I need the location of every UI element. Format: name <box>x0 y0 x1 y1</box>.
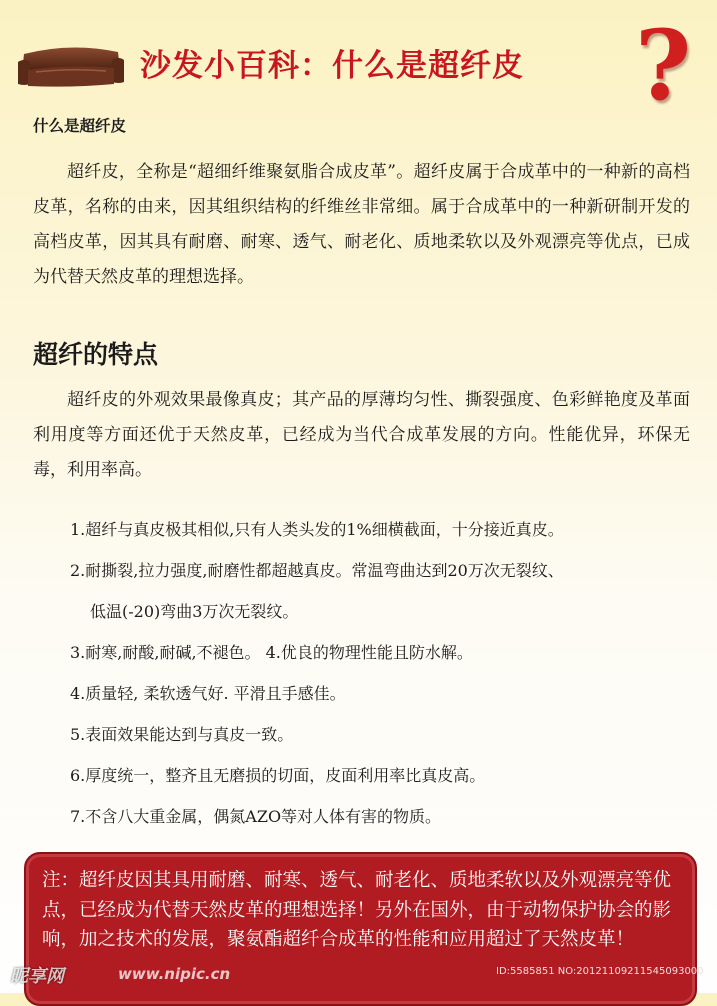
features-paragraph: 超纤皮的外观效果最像真皮；其产品的厚薄均匀性、撕裂强度、色彩鲜艳度及革面利用度等方面还优于天然皮革，已经成为当代合成革发展的方向。性能优异，环保无毒，利用率高。 <box>33 390 690 480</box>
list-item: 6.厚度统一，整齐且无磨损的切面，皮面利用率比真皮高。 <box>70 766 486 785</box>
list-item-continuation: 低温(-20)弯曲3万次无裂纹。 <box>90 602 299 621</box>
watermark-url: www.nipic.cn <box>118 965 231 983</box>
watermark-id: ID:5585851 NO:20121109211545093000 <box>496 966 704 977</box>
question-mark-icon: ? <box>635 9 692 122</box>
list-item: 1.超纤与真皮极其相似,只有人类头发的1%细横截面，十分接近真皮。 <box>70 520 564 539</box>
features-heading: 超纤的特点 <box>33 340 159 369</box>
intro-heading: 什么是超纤皮 <box>33 116 127 135</box>
header <box>0 0 717 122</box>
page-title: 沙发小百科：什么是超纤皮 <box>140 48 524 84</box>
note-text: 注：超纤皮因其具用耐磨、耐寒、透气、耐老化、质地柔软以及外观漂亮等优点，已经成为代替天然皮革的理想选择！另外在国外，由于动物保护协会的影响，加之技术的发展，聚氨酯超纤合成革的性能和应用超过了天然皮革！ <box>42 870 672 950</box>
list-item: 5.表面效果能达到与真皮一致。 <box>70 725 294 744</box>
intro-paragraph: 超纤皮，全称是“超细纤维聚氨脂合成皮革”。超纤皮属于合成革中的一种新的高档皮革，名称的由来，因其组织结构的纤维丝非常细。属于合成革中的一种新研制开发的高档皮革，因其具有耐磨、耐寒、透气、耐老化、质地柔软以及外观漂亮等优点，已成为代替天然皮革的理想选择。 <box>33 162 690 287</box>
features-list <box>70 509 700 837</box>
list-item: 3.耐寒,耐酸,耐碱,不褪色。 4.优良的物理性能且防水解。 <box>70 643 473 662</box>
sofa-icon <box>16 40 126 90</box>
list-item: 4.质量轻, 柔软透气好. 平滑且手感佳。 <box>70 684 346 703</box>
list-item <box>70 591 700 632</box>
list-item: 2.耐撕裂,拉力强度,耐磨性都超越真皮。常温弯曲达到20万次无裂纹、 <box>70 561 564 580</box>
list-item: 7.不含八大重金属，偶氮AZO等对人体有害的物质。 <box>70 807 442 826</box>
watermark-logo: 昵享网 <box>10 966 64 987</box>
